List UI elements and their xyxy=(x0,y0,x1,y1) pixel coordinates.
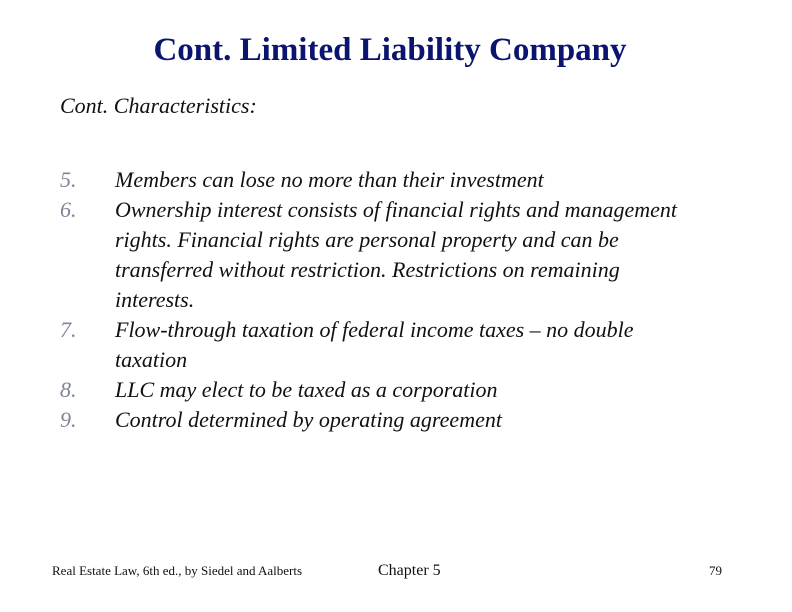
footer-source: Real Estate Law, 6th ed., by Siedel and Aalberts xyxy=(52,563,303,578)
list-item-number: 7. xyxy=(60,317,77,342)
slide-title: Cont. Limited Liability Company xyxy=(153,32,627,68)
list-item-text: Ownership interest consists of financial rights and management rights. Financial rights are personal property and can be transferred without restriction. Restrictions on remaining interests. xyxy=(115,197,677,312)
list-item xyxy=(0,375,792,405)
list-item xyxy=(0,195,792,315)
list-item-text: Control determined by operating agreement xyxy=(115,407,502,432)
list-item xyxy=(0,405,792,435)
list-item-text: Members can lose no more than their investment xyxy=(115,167,544,192)
slide-subtitle: Cont. Characteristics: xyxy=(60,93,257,118)
characteristics-list xyxy=(0,165,792,435)
list-item-number: 8. xyxy=(60,377,77,402)
page-number: 79 xyxy=(709,563,722,578)
list-item-number: 6. xyxy=(60,197,77,222)
list-item-text: LLC may elect to be taxed as a corporation xyxy=(115,377,498,402)
footer-chapter: Chapter 5 xyxy=(378,562,441,579)
list-item xyxy=(0,165,792,195)
list-item-text: Flow-through taxation of federal income taxes – no double taxation xyxy=(115,317,634,372)
list-item xyxy=(0,315,792,375)
list-item-number: 5. xyxy=(60,167,77,192)
list-item-number: 9. xyxy=(60,407,77,432)
